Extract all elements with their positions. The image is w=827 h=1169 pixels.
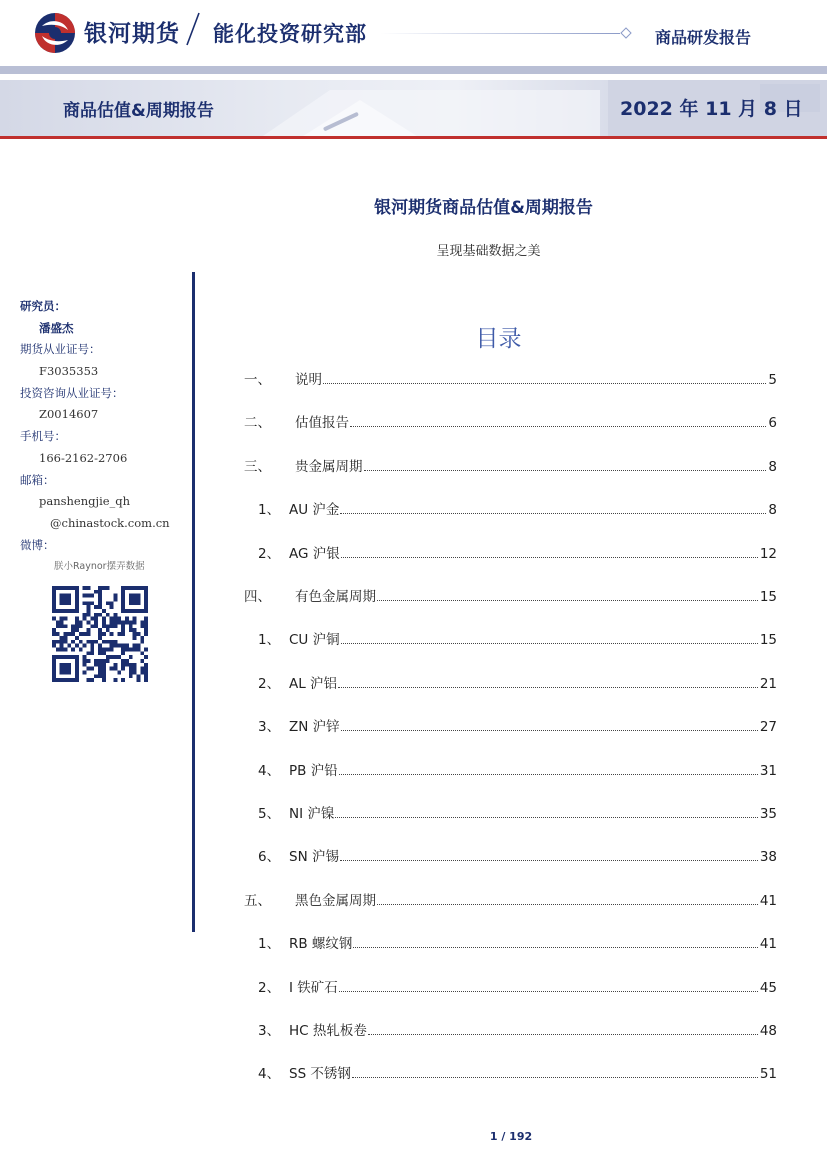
toc-entry-page: 8	[768, 458, 777, 475]
toc-entry-page: 41	[759, 892, 777, 909]
toc-entry-page: 12	[759, 545, 777, 562]
slash-divider	[186, 12, 200, 46]
toc-entry[interactable]	[244, 713, 777, 735]
toc-entry-title: CU 沪铜	[289, 632, 340, 649]
banner-accent-line	[0, 136, 827, 139]
toc-entry-number: 一、	[244, 372, 271, 388]
company-name: 银河期货	[84, 21, 180, 47]
futures-cert-value: F3035353	[39, 364, 99, 379]
toc-entry-number: 四、	[244, 589, 271, 605]
toc-entry[interactable]	[244, 887, 777, 909]
toc-entry-number: 3、	[258, 719, 281, 736]
qr-code-icon	[52, 586, 148, 682]
report-type-label: 商品研发报告	[655, 28, 752, 47]
toc-entry[interactable]	[244, 409, 777, 431]
toc-entry[interactable]	[244, 757, 777, 779]
toc-leader-dots	[339, 991, 758, 992]
document-subtitle: 呈现基础数据之美	[436, 244, 541, 259]
toc-entry[interactable]	[244, 540, 777, 562]
weibo-label: 微博：	[20, 537, 55, 552]
toc-leader-dots	[377, 904, 758, 905]
toc-leader-dots	[339, 774, 758, 775]
toc-entry-title: 贵金属周期	[295, 458, 363, 475]
toc-entry[interactable]	[244, 1017, 777, 1039]
toc-entry[interactable]	[244, 496, 777, 518]
toc-entry-page: 41	[759, 936, 777, 953]
sidebar-divider	[192, 272, 195, 932]
document-title: 银河期货商品估值&周期报告	[374, 198, 593, 218]
toc-leader-dots	[377, 600, 758, 601]
researcher-name: 潘盛杰	[39, 320, 74, 335]
toc-leader-dots	[350, 426, 766, 427]
header-separator	[0, 66, 827, 74]
toc-entry[interactable]	[244, 626, 777, 648]
toc-entry-page: 48	[759, 1023, 777, 1039]
toc-entry-title: SS 不锈钢	[289, 1066, 351, 1083]
toc-leader-dots	[340, 513, 766, 514]
toc-leader-dots	[353, 947, 757, 948]
toc-entry-title: AG 沪银	[289, 545, 340, 562]
toc-leader-dots	[364, 470, 767, 471]
banner-title: 商品估值&周期报告	[63, 101, 214, 121]
toc-entry-title: NI 沪镍	[289, 806, 335, 822]
toc-entry-title: PB 沪铅	[289, 762, 338, 779]
galaxy-futures-logo-icon	[34, 12, 76, 54]
decorative-line	[380, 33, 620, 34]
futures-cert-label: 期货从业证号：	[20, 342, 101, 357]
toc-entry-page: 38	[759, 849, 777, 866]
toc-entry-page: 51	[759, 1066, 777, 1083]
email-label: 邮箱：	[20, 472, 55, 487]
toc-entry-number: 五、	[244, 892, 271, 909]
email-value-line2[interactable]: @chinastock.com.cn	[50, 515, 170, 530]
consult-cert-value: Z0014607	[39, 407, 99, 422]
diamond-icon	[620, 27, 632, 39]
toc-entry-title: 有色金属周期	[295, 589, 376, 605]
toc-leader-dots	[352, 1077, 758, 1078]
toc-entry-number: 二、	[244, 415, 271, 432]
page-indicator: 1 / 192	[489, 1130, 533, 1143]
toc-entry-number: 三、	[244, 458, 271, 475]
toc-entry-number: 2、	[258, 979, 281, 996]
toc-entry-title: ZN 沪锌	[289, 719, 340, 736]
toc-entry[interactable]	[244, 843, 777, 865]
toc-leader-dots	[368, 1034, 758, 1035]
toc-entry-number: 1、	[258, 936, 281, 953]
toc-entry-page: 5	[768, 372, 777, 388]
toc-entry-title: 说明	[295, 372, 322, 388]
phone-value: 166-2162-2706	[39, 450, 128, 465]
toc-entry-title: AL 沪铝	[289, 675, 338, 692]
toc-entry-number: 4、	[258, 1066, 281, 1083]
toc-entry[interactable]	[244, 583, 777, 605]
toc-entry-number: 6、	[258, 849, 281, 866]
toc-leader-dots	[340, 860, 758, 861]
toc-leader-dots	[341, 730, 758, 731]
toc-entry[interactable]	[244, 930, 777, 952]
toc-leader-dots	[323, 383, 766, 384]
toc-entry-page: 45	[759, 979, 777, 996]
toc-entry-number: 1、	[258, 502, 281, 519]
consult-cert-label: 投资咨询从业证号：	[20, 385, 124, 400]
email-value-line1[interactable]: panshengjie_qh	[39, 494, 131, 509]
toc-entry[interactable]	[244, 1060, 777, 1082]
weibo-value: 朕小Raynor摆弄数据	[54, 561, 145, 573]
toc-entry-page: 21	[759, 675, 777, 692]
toc-leader-dots	[335, 817, 757, 818]
toc-entry-title: HC 热轧板卷	[289, 1023, 367, 1039]
toc-entry-number: 2、	[258, 545, 281, 562]
toc-heading: 目录	[475, 326, 522, 352]
toc-entry[interactable]	[244, 800, 777, 822]
toc-entry-page: 31	[759, 762, 777, 779]
toc-entry-number: 2、	[258, 675, 281, 692]
toc-entry-title: AU 沪金	[289, 502, 340, 519]
toc-leader-dots	[341, 557, 758, 558]
phone-label: 手机号：	[20, 429, 66, 444]
page-header	[0, 0, 827, 66]
toc-leader-dots	[338, 687, 758, 688]
toc-entry-page: 15	[759, 589, 777, 605]
toc-entry-title: RB 螺纹钢	[289, 936, 353, 953]
toc-entry-page: 27	[759, 719, 777, 736]
toc-entry-title: SN 沪锡	[289, 849, 339, 866]
toc-entry-number: 3、	[258, 1023, 281, 1039]
toc-entry-title: I 铁矿石	[289, 979, 338, 996]
department-name: 能化投资研究部	[213, 22, 367, 46]
toc-entry-number: 4、	[258, 762, 281, 779]
toc-entry-title: 估值报告	[295, 415, 349, 432]
researcher-label: 研究员：	[20, 299, 66, 313]
toc-entry[interactable]	[244, 670, 777, 692]
toc-leader-dots	[341, 643, 758, 644]
toc-entry-page: 8	[768, 502, 777, 519]
toc-entry-page: 15	[759, 632, 777, 649]
toc-entry[interactable]	[244, 974, 777, 996]
report-date: 2022 年 11 月 8 日	[620, 98, 803, 120]
toc-entry-page: 6	[768, 415, 777, 432]
toc-entry[interactable]	[244, 366, 777, 388]
toc-entry-number: 5、	[258, 806, 281, 822]
toc-entry[interactable]	[244, 453, 777, 475]
toc-entry-page: 35	[759, 806, 777, 822]
toc-entry-number: 1、	[258, 632, 281, 649]
toc-entry-title: 黑色金属周期	[295, 892, 376, 909]
